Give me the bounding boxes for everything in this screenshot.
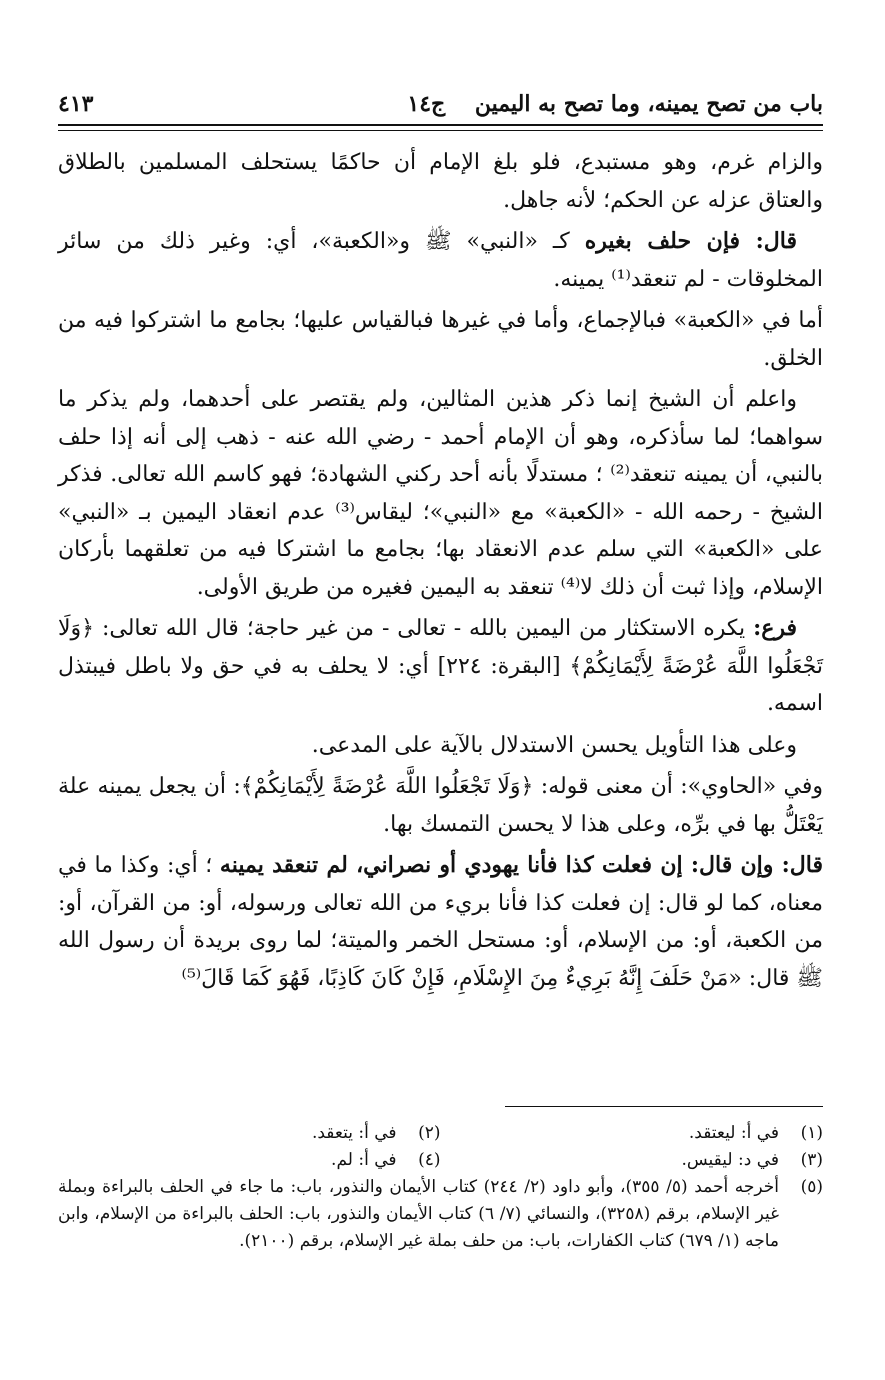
footnote-number: (٤) xyxy=(418,1150,441,1170)
paragraph xyxy=(58,727,823,765)
paragraph xyxy=(58,302,823,377)
paragraph-text: وفي «الحاوي»: أن معنى قوله: ﴿وَلَا تَجْعَلُوا اللَّهَ عُرْضَةً لِأَيْمَانِكُمْ﴾: أن يجعل يمينه علة يَعْتَلُّ بها في برِّه، وعلى هذا لا يحسن التمسك بها. xyxy=(58,774,823,837)
footnote-text: في د: ليقيس. xyxy=(681,1150,779,1170)
paragraph xyxy=(58,847,823,997)
paragraph-lead: قال: وإن قال: إن فعلت كذا فأنا يهودي أو نصراني، لم تنعقد يمينه xyxy=(219,852,823,878)
header-volume: ج١٤ xyxy=(407,91,446,117)
footnote-number: (٢) xyxy=(418,1123,441,1143)
paragraph xyxy=(58,768,823,843)
paragraph-text: ؛ أي: وكذا ما في معناه، كما لو قال: إن فعلت كذا فأنا بريء من الله تعالى ورسوله، أو: من القرآن، أو: من الكعبة، أو: من الإسلام، أو: مستحل الخمر والميتة؛ لما روى بريدة أن رسول الله ﷺ قال: «مَنْ حَلَفَ إِنَّهُ بَرِيءٌ مِنَ الإِسْلَامِ، فَإِنْ كَانَ كَاذِبًا، فَهُوَ كَمَا قَالَ⁽⁵⁾ xyxy=(58,853,823,991)
footnotes xyxy=(58,1120,823,1255)
paragraph xyxy=(58,381,823,606)
header-rule-thick xyxy=(58,124,823,126)
footnote-row xyxy=(58,1120,823,1147)
paragraph-lead: فرع: xyxy=(753,615,797,641)
running-header xyxy=(58,84,823,124)
footnote-number: (٣) xyxy=(800,1150,823,1170)
header-title-group xyxy=(407,91,823,117)
footnote-separator xyxy=(505,1106,823,1107)
footnote xyxy=(58,1174,823,1255)
header-rule-thin xyxy=(58,130,823,131)
header-title: باب من تصح يمينه، وما تصح به اليمين xyxy=(474,91,823,117)
main-text xyxy=(58,144,823,1001)
paragraph-text: أما في «الكعبة» فبالإجماع، وأما في غيرها فبالقياس عليها؛ بجامع ما اشتركوا فيه من الخلق. xyxy=(58,308,823,371)
paragraph-text: والزام غرم، وهو مستبدع، فلو بلغ الإمام أن حاكمًا يستحلف المسلمين بالطلاق والعتاق عزله عن الحكم؛ لأنه جاهل. xyxy=(58,150,823,213)
paragraph-text: كـ «النبي» ﷺ و«الكعبة»، أي: وغير ذلك من سائر المخلوقات - لم تنعقد⁽¹⁾ يمينه. xyxy=(58,229,823,292)
footnote-row xyxy=(58,1147,823,1174)
footnote xyxy=(58,1120,441,1147)
footnote-number: (١) xyxy=(800,1123,823,1143)
paragraph-lead: قال: فإن حلف بغيره xyxy=(584,228,797,254)
paragraph-text: واعلم أن الشيخ إنما ذكر هذين المثالين، ولم يقتصر على أحدهما، ولم يذكر ما سواهما؛ لما سأذكره، وهو أن الإمام أحمد - رضي الله عنه - ذهب إلى أنه إذا حلف بالنبي، أن يمينه تنعقد⁽²⁾ ؛ مستدلًا بأنه أحد ركني الشهادة؛ فهو كاسم الله تعالى. فذكر الشيخ - رحمه الله - «الكعبة» مع «النبي»؛ ليقاس⁽³⁾ عدم انعقاد اليمين بـ «النبي» على «الكعبة» التي سلم عدم الانعقاد بها؛ بجامع ما اشتركا فيه من تعلقهما بأركان الإسلام، وإذا ثبت أن ذلك لا⁽⁴⁾ تنعقد به اليمين فغيره من طريق الأولى. xyxy=(58,387,823,600)
paragraph xyxy=(58,144,823,219)
footnote-text: أخرجه أحمد (٥/ ٣٥٥)، وأبو داود (٢/ ٢٤٤) كتاب الأيمان والنذور، باب: ما جاء في الحلف بالبراءة وبملة غير الإسلام، برقم (٣٢٥٨)، والنسائي (٧/ ٦) كتاب الأيمان والنذور، باب: الحلف بالبراءة من الإسلام، وابن ماجه (١/ ٦٧٩) كتاب الكفارات، باب: من حلف بملة غير الإسلام، برقم (٢١٠٠). xyxy=(58,1177,779,1251)
page-number: ٤١٣ xyxy=(58,91,94,117)
paragraph-text: وعلى هذا التأويل يحسن الاستدلال بالآية على المدعى. xyxy=(311,732,797,758)
footnote xyxy=(441,1147,824,1174)
paragraph xyxy=(58,610,823,723)
footnote-number: (٥) xyxy=(800,1177,823,1197)
footnote-text: في أ: لم. xyxy=(331,1150,397,1170)
footnote-text: في أ: يتعقد. xyxy=(311,1123,397,1143)
footnote xyxy=(58,1147,441,1174)
footnote-text: في أ: ليعتقد. xyxy=(688,1123,779,1143)
paragraph xyxy=(58,223,823,298)
footnote xyxy=(441,1120,824,1147)
paragraph-text: يكره الاستكثار من اليمين بالله - تعالى - من غير حاجة؛ قال الله تعالى: ﴿وَلَا تَجْعَلُوا اللَّهَ عُرْضَةً لِأَيْمَانِكُمْ﴾ [البقرة: ٢٢٤] أي: لا يحلف به في حق ولا باطل فيبتذل اسمه. xyxy=(58,616,823,716)
